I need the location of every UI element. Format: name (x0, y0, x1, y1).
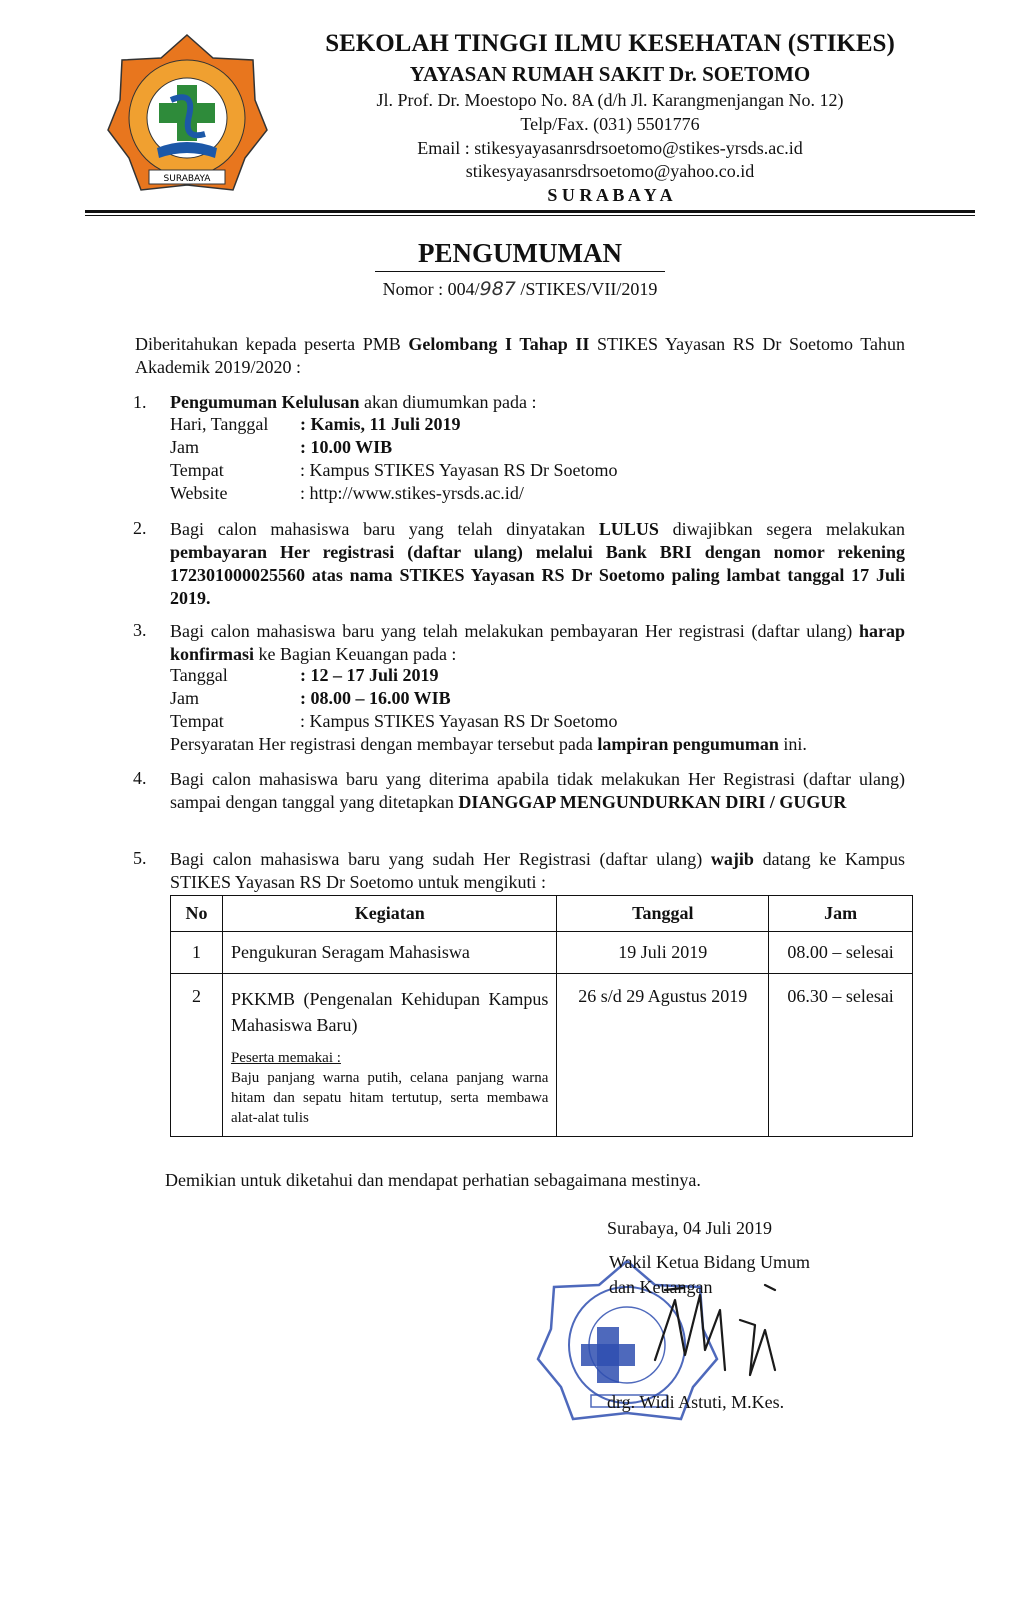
city-line: S U R A B A Y A (547, 185, 673, 205)
closing-text: Demikian untuk diketahui dan mendapat perhatian sebagaimana mestinya. (165, 1170, 701, 1190)
item-5-text: Bagi calon mahasiswa baru yang sudah Her Registrasi (daftar ulang) wajib datang ke Kampus STIKES Yayasan RS Dr Soetomo untuk mengikuti : (170, 849, 906, 892)
header-tanggal: Tanggal (557, 896, 769, 932)
item-1-text: Pengumuman Kelulusan akan diumumkan pada : (170, 392, 537, 412)
item-1-row-website: Website : http://www.stikes-yrsds.ac.id/ (170, 483, 524, 503)
item-3-row-date: Tanggal : 12 – 17 Juli 2019 (170, 665, 439, 685)
institution-name: SEKOLAH TINGGI ILMU KESEHATAN (STIKES) (325, 30, 895, 57)
item-4-text: Bagi calon mahasiswa baru yang diterima apabila tidak melakukan Her Registrasi (daftar ulang) sampai dengan tanggal yang ditetapkan DIANGGAP MENGUNDURKAN DIRI / GUGUR (170, 769, 905, 812)
item-3-row-time: Jam : 08.00 – 16.00 WIB (170, 688, 451, 708)
nomor-suffix: /STIKES/VII/2019 (515, 279, 658, 299)
signer-name: drg. Widi Astuti, M.Kes. (607, 1392, 785, 1412)
item-3-text: Bagi calon mahasiswa baru yang telah melakukan pembayaran Her registrasi (daftar ulang) harap konfirmasi ke Bagian Keuangan pada : (170, 621, 905, 664)
address-line: Jl. Prof. Dr. Moestopo No. 8A (d/h Jl. Karangmenjangan No. 12) (376, 90, 844, 110)
handwritten-signature (645, 1280, 805, 1390)
item-4-number: 4. (133, 768, 147, 788)
note-text: Baju panjang warna putih, celana panjang warna hitam dan sepatu hitam tertutup, serta membawa alat-alat tulis (230, 1070, 549, 1126)
institution-logo (105, 30, 270, 200)
item-1-number: 1. (133, 392, 147, 412)
header-no: No (171, 896, 223, 932)
document-number (330, 278, 710, 300)
note-title: Peserta memakai : (230, 1050, 341, 1066)
place-date: Surabaya, 04 Juli 2019 (607, 1218, 772, 1238)
header-jam: Jam (769, 896, 913, 932)
email-line-2: stikesyayasanrsdrsoetomo@yahoo.co.id (465, 161, 755, 181)
table-header-row (171, 896, 913, 932)
item-3-requirements: Persyaratan Her registrasi dengan membayar tersebut pada lampiran pengumuman ini. (170, 734, 807, 754)
kegiatan-pkkmb: PKKMB (Pengenalan Kehidupan Kampus Mahasiswa Baru) (230, 989, 549, 1035)
item-3-number: 3. (133, 620, 147, 640)
logo-city-text: SURABAYA (163, 174, 211, 184)
item-1-row-place: Tempat : Kampus STIKES Yayasan RS Dr Soetomo (170, 460, 618, 480)
document-title: PENGUMUMAN (375, 238, 665, 272)
header-kegiatan: Kegiatan (222, 896, 556, 932)
intro-paragraph: Diberitahukan kepada peserta PMB Gelombang I Tahap II STIKES Yayasan RS Dr Soetomo Tahun Akademik 2019/2020 : (135, 334, 906, 377)
table-row: 2 PKKMB (Pengenalan Kehidupan Kampus Mahasiswa Baru) Peserta memakai : Baju panjang warna putih, celana panjang warna hitam dan sepatu hitam tertutup, serta membawa alat-alat tulis 26 s/d 29 Agustus 2019 06.30 – selesai (171, 974, 913, 1137)
item-1-row-time: Jam : 10.00 WIB (170, 437, 393, 457)
header-divider-thick (85, 210, 975, 213)
activities-table (170, 895, 913, 1137)
phone-line: Telp/Fax. (031) 5501776 (520, 114, 700, 134)
item-5-number: 5. (133, 848, 147, 868)
nomor-handwritten: 987 (479, 278, 516, 300)
signer-position: Wakil Ketua Bidang Umum dan Keuangan (609, 1252, 811, 1297)
item-2-text: Bagi calon mahasiswa baru yang telah dinyatakan LULUS diwajibkan segera melakukan pembayaran Her registrasi (daftar ulang) melalui Bank BRI dengan nomor rekening 172301000025560 atas nama STIKES Yayasan RS Dr Soetomo paling lambat tanggal 17 Juli 2019. (170, 519, 905, 608)
header-divider-thin (85, 215, 975, 216)
foundation-name: YAYASAN RUMAH SAKIT Dr. SOETOMO (409, 62, 811, 86)
item-2-number: 2. (133, 518, 147, 538)
nomor-prefix: Nomor : 004/ (382, 279, 480, 299)
table-row: 1 Pengukuran Seragam Mahasiswa 19 Juli 2019 08.00 – selesai (171, 932, 913, 974)
email-line-1: Email : stikesyayasanrsdrsoetomo@stikes-yrsds.ac.id (417, 138, 803, 158)
item-3-row-place: Tempat : Kampus STIKES Yayasan RS Dr Soetomo (170, 711, 618, 731)
item-1-row-date: Hari, Tanggal : Kamis, 11 Juli 2019 (170, 414, 461, 434)
